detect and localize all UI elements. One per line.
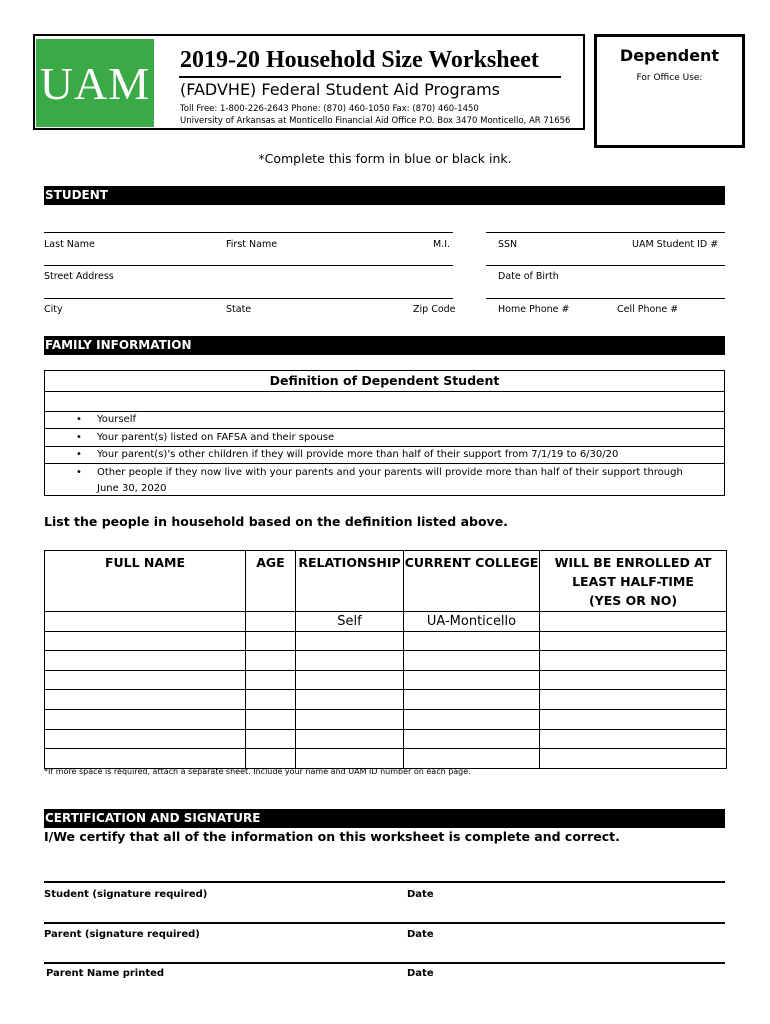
age-cell[interactable] (246, 651, 296, 671)
col-header-age: AGE (246, 551, 296, 612)
bullet-icon: • (76, 414, 82, 425)
office-use-label: For Office Use: (636, 73, 703, 83)
table-row (45, 612, 727, 632)
page-title: 2019-20 Household Size Worksheet (180, 47, 539, 73)
relationship-cell[interactable] (296, 690, 404, 710)
student-section-bar: STUDENT (44, 186, 725, 205)
definition-item: Yourself (97, 414, 137, 425)
state-label: State (226, 304, 252, 315)
title-underline (179, 76, 561, 78)
ssn-line[interactable] (486, 232, 725, 233)
full-name-cell[interactable] (45, 651, 246, 671)
col-header-relationship: RELATIONSHIP (296, 551, 404, 612)
current-college-cell[interactable] (404, 670, 540, 690)
home-phone-label: Home Phone # (498, 304, 570, 315)
household-table (44, 550, 727, 769)
enrolled-cell[interactable] (540, 670, 727, 690)
age-cell[interactable] (246, 670, 296, 690)
street-line[interactable] (44, 265, 453, 266)
family-section-bar: FAMILY INFORMATION (44, 336, 725, 355)
city-label: City (44, 304, 63, 315)
definition-divider (44, 411, 725, 412)
current-college-cell[interactable] (404, 690, 540, 710)
dob-line[interactable] (486, 265, 725, 266)
full-name-cell[interactable] (45, 749, 246, 769)
enrolled-cell[interactable] (540, 690, 727, 710)
relationship-cell[interactable] (296, 651, 404, 671)
name-line[interactable] (44, 232, 453, 233)
student-signature-label: Student (signature required) (44, 889, 208, 900)
definition-divider (44, 446, 725, 447)
student-id-label: UAM Student ID # (632, 239, 719, 250)
enrolled-cell[interactable] (540, 612, 727, 632)
bullet-icon: • (76, 467, 82, 478)
relationship-cell[interactable] (296, 749, 404, 769)
parent-signature-label: Parent (signature required) (44, 929, 200, 940)
table-row (45, 690, 727, 710)
logo-text: UAM (39, 58, 151, 109)
bullet-icon: • (76, 432, 82, 443)
parent-signature-line[interactable] (44, 922, 725, 924)
col-header-enrolled-half-time (540, 551, 727, 612)
relationship-cell[interactable] (296, 729, 404, 749)
enrolled-cell[interactable] (540, 631, 727, 651)
age-cell[interactable] (246, 690, 296, 710)
ink-instruction: *Complete this form in blue or black ink. (258, 151, 512, 166)
table-row (45, 709, 727, 729)
enrolled-cell[interactable] (540, 709, 727, 729)
last-name-label: Last Name (44, 239, 95, 250)
age-cell[interactable] (246, 749, 296, 769)
relationship-cell[interactable] (296, 670, 404, 690)
age-cell[interactable] (246, 612, 296, 632)
ssn-label: SSN (498, 239, 518, 250)
definition-item: Your parent(s)'s other children if they will provide more than half of their support from 7/1/19 to 6/30/20 (97, 449, 619, 460)
definition-title: Definition of Dependent Student (269, 373, 500, 388)
bullet-icon: • (76, 449, 82, 460)
first-name-label: First Name (226, 239, 278, 250)
current-college-cell[interactable] (404, 749, 540, 769)
table-row (45, 651, 727, 671)
current-college-cell[interactable]: UA-Monticello (404, 612, 540, 632)
col-header-current-college: CURRENT COLLEGE (404, 551, 540, 612)
table-footnote: *If more space is required, attach a separate sheet. Include your name and UAM ID number on each page. (44, 767, 471, 776)
enrolled-cell[interactable] (540, 749, 727, 769)
table-row (45, 631, 727, 651)
uam-logo (36, 39, 154, 127)
table-row (45, 729, 727, 749)
mi-label: M.I. (433, 239, 451, 250)
parent-date-label: Date (407, 929, 434, 940)
office-status-title: Dependent (619, 46, 720, 65)
age-cell[interactable] (246, 631, 296, 651)
age-cell[interactable] (246, 729, 296, 749)
relationship-cell[interactable]: Self (296, 612, 404, 632)
page-subtitle: (FADVHE) Federal Student Aid Programs (180, 80, 501, 99)
full-name-cell[interactable] (45, 690, 246, 710)
certification-section-bar: CERTIFICATION AND SIGNATURE (44, 809, 725, 828)
col-header-line: WILL BE ENROLLED AT (554, 555, 712, 570)
contact-phone-line: Toll Free: 1-800-226-2643 Phone: (870) 460-1050 Fax: (870) 460-1450 (180, 104, 479, 114)
zip-label: Zip Code (413, 304, 456, 315)
dob-label: Date of Birth (498, 271, 559, 282)
full-name-cell[interactable] (45, 670, 246, 690)
definition-divider (44, 428, 725, 429)
full-name-cell[interactable] (45, 709, 246, 729)
student-date-label: Date (407, 889, 434, 900)
definition-divider (44, 463, 725, 464)
street-address-label: Street Address (44, 271, 114, 282)
enrolled-cell[interactable] (540, 651, 727, 671)
contact-address-line: University of Arkansas at Monticello Financial Aid Office P.O. Box 3470 Monticello, AR 71656 (180, 116, 571, 126)
full-name-cell[interactable] (45, 612, 246, 632)
current-college-cell[interactable] (404, 729, 540, 749)
parent-name-date-label: Date (407, 968, 434, 979)
cell-phone-label: Cell Phone # (617, 304, 679, 315)
phone-line[interactable] (486, 298, 725, 299)
enrolled-cell[interactable] (540, 729, 727, 749)
current-college-cell[interactable] (404, 709, 540, 729)
definition-divider (44, 391, 725, 392)
table-row (45, 670, 727, 690)
parent-name-label: Parent Name printed (46, 968, 165, 979)
table-row (45, 749, 727, 769)
definition-item-continued: June 30, 2020 (97, 483, 167, 494)
city-line[interactable] (44, 298, 453, 299)
relationship-cell[interactable] (296, 631, 404, 651)
student-signature-line[interactable] (44, 881, 725, 883)
table-header-row (45, 551, 727, 612)
household-list-heading: List the people in household based on the definition listed above. (44, 514, 508, 529)
current-college-cell[interactable] (404, 631, 540, 651)
age-cell[interactable] (246, 709, 296, 729)
col-header-line: (YES OR NO) (588, 593, 678, 608)
full-name-cell[interactable] (45, 631, 246, 651)
definition-item: Other people if they now live with your parents and your parents will provide more than half of their support through (97, 467, 683, 478)
parent-name-line[interactable] (44, 962, 725, 964)
certification-statement: I/We certify that all of the information on this worksheet is complete and correct. (44, 829, 620, 844)
col-header-full-name: FULL NAME (45, 551, 246, 612)
full-name-cell[interactable] (45, 729, 246, 749)
relationship-cell[interactable] (296, 709, 404, 729)
definition-item: Your parent(s) listed on FAFSA and their spouse (97, 432, 335, 443)
current-college-cell[interactable] (404, 651, 540, 671)
col-header-line: LEAST HALF-TIME (572, 574, 694, 589)
